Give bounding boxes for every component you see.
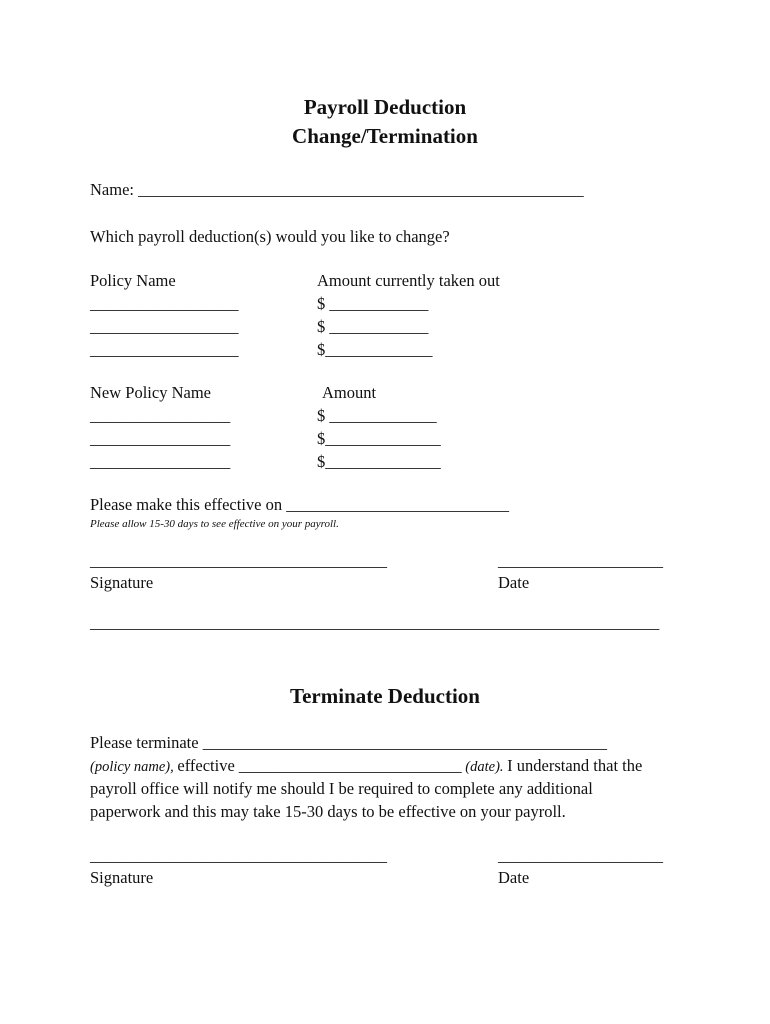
amount-current-field-2[interactable]: $ ____________	[317, 317, 429, 336]
signature-label-2: Signature	[90, 868, 154, 887]
terminate-text-line1	[90, 758, 642, 775]
date-line-1[interactable]: ____________________	[498, 551, 663, 570]
new-policy-field-1[interactable]: _________________	[90, 406, 231, 425]
signature-line-2[interactable]: ____________________________________	[90, 846, 387, 865]
policy-name-header: Policy Name	[90, 271, 176, 290]
policy-name-field-1[interactable]: __________________	[90, 294, 239, 313]
new-amount-field-3[interactable]: $______________	[317, 452, 441, 471]
date-hint: (date).	[461, 759, 508, 775]
new-amount-header: Amount	[322, 383, 377, 402]
new-amount-field-1[interactable]: $ _____________	[317, 406, 437, 425]
date-line-2[interactable]: ____________________	[498, 846, 663, 865]
signature-label-1: Signature	[90, 573, 154, 592]
effective-row	[90, 497, 509, 514]
terminate-effective-field[interactable]: ___________________________	[238, 756, 462, 775]
new-amount-field-2[interactable]: $______________	[317, 429, 441, 448]
effective-date-field[interactable]: ___________________________	[286, 495, 510, 514]
policy-name-field-3[interactable]: __________________	[90, 340, 239, 359]
terminate-text-line1-end: I understand that the	[507, 756, 643, 775]
terminate-text-line3: paperwork and this may take 15-30 days to be effective on your payroll.	[90, 802, 566, 821]
policy-name-field-2[interactable]: __________________	[90, 317, 239, 336]
terminate-label: Please terminate	[90, 733, 203, 752]
effective-note: Please allow 15-30 days to see effective on your payroll.	[90, 518, 339, 530]
policy-name-hint: (policy name),	[90, 759, 178, 775]
terminate-effective-label: effective	[177, 756, 239, 775]
name-field[interactable]: ______________________________________________________	[138, 180, 584, 199]
effective-label: Please make this effective on	[90, 495, 287, 514]
new-policy-header: New Policy Name	[90, 383, 211, 402]
date-label-2: Date	[498, 868, 530, 887]
terminate-row	[90, 735, 607, 752]
new-policy-field-2[interactable]: _________________	[90, 429, 231, 448]
date-label-1: Date	[498, 573, 530, 592]
amount-current-field-3[interactable]: $_____________	[317, 340, 433, 359]
name-label: Name:	[90, 180, 139, 199]
amount-current-field-1[interactable]: $ ____________	[317, 294, 429, 313]
new-policy-field-3[interactable]: _________________	[90, 452, 231, 471]
terminate-text-line2: payroll office will notify me should I be required to complete any additional	[90, 779, 593, 798]
deduction-question: Which payroll deduction(s) would you like to change?	[90, 227, 450, 246]
name-row	[90, 182, 584, 199]
form-title-line2: Change/Termination	[292, 124, 478, 148]
amount-current-header: Amount currently taken out	[317, 271, 500, 290]
section-separator: _____________________________________________________________________	[90, 613, 660, 632]
terminate-title: Terminate Deduction	[290, 684, 480, 708]
form-title-line1: Payroll Deduction	[303, 95, 467, 119]
signature-line-1[interactable]: ____________________________________	[90, 551, 387, 570]
terminate-policy-field[interactable]: _________________________________________________	[202, 733, 607, 752]
